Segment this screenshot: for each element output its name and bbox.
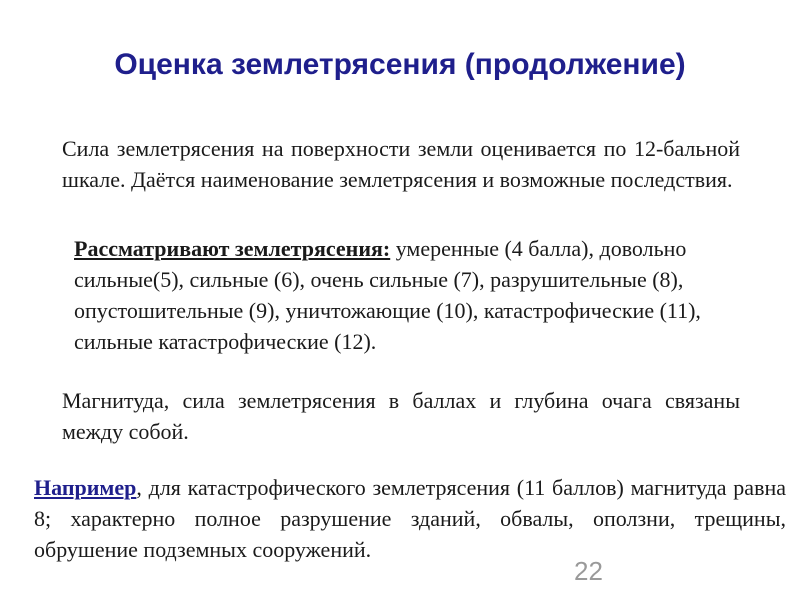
example-text: , для катастрофического землетрясения (11 баллов) магнитуда равна 8; характерно полное разрушение зданий, обвалы, оползни, трещины, обрушение подземных сооружений. <box>34 475 786 562</box>
page-number: 22 <box>574 556 603 586</box>
earthquake-types-text: умеренные (4 балла), довольно сильные(5), сильные (6), очень сильные (7), разрушительные (8), опустошительные (9), уничтожающие (10), катастрофические (11), сильные катастрофические (12). <box>74 236 701 354</box>
earthquake-types-lead: Рассматривают землетрясения: <box>74 236 391 261</box>
paragraph-example <box>34 472 786 565</box>
paragraph-earthquake-types <box>74 233 774 357</box>
paragraph-scale: Сила землетрясения на поверхности земли оценивается по 12-бальной шкале. Даётся наименование землетрясения и возможные последствия. <box>62 136 740 192</box>
slide-title: Оценка землетрясения (продолжение) <box>114 48 686 81</box>
example-link[interactable]: Например <box>34 475 137 500</box>
paragraph-magnitude: Магнитуда, сила землетрясения в баллах и глубина очага связаны между собой. <box>62 388 740 444</box>
